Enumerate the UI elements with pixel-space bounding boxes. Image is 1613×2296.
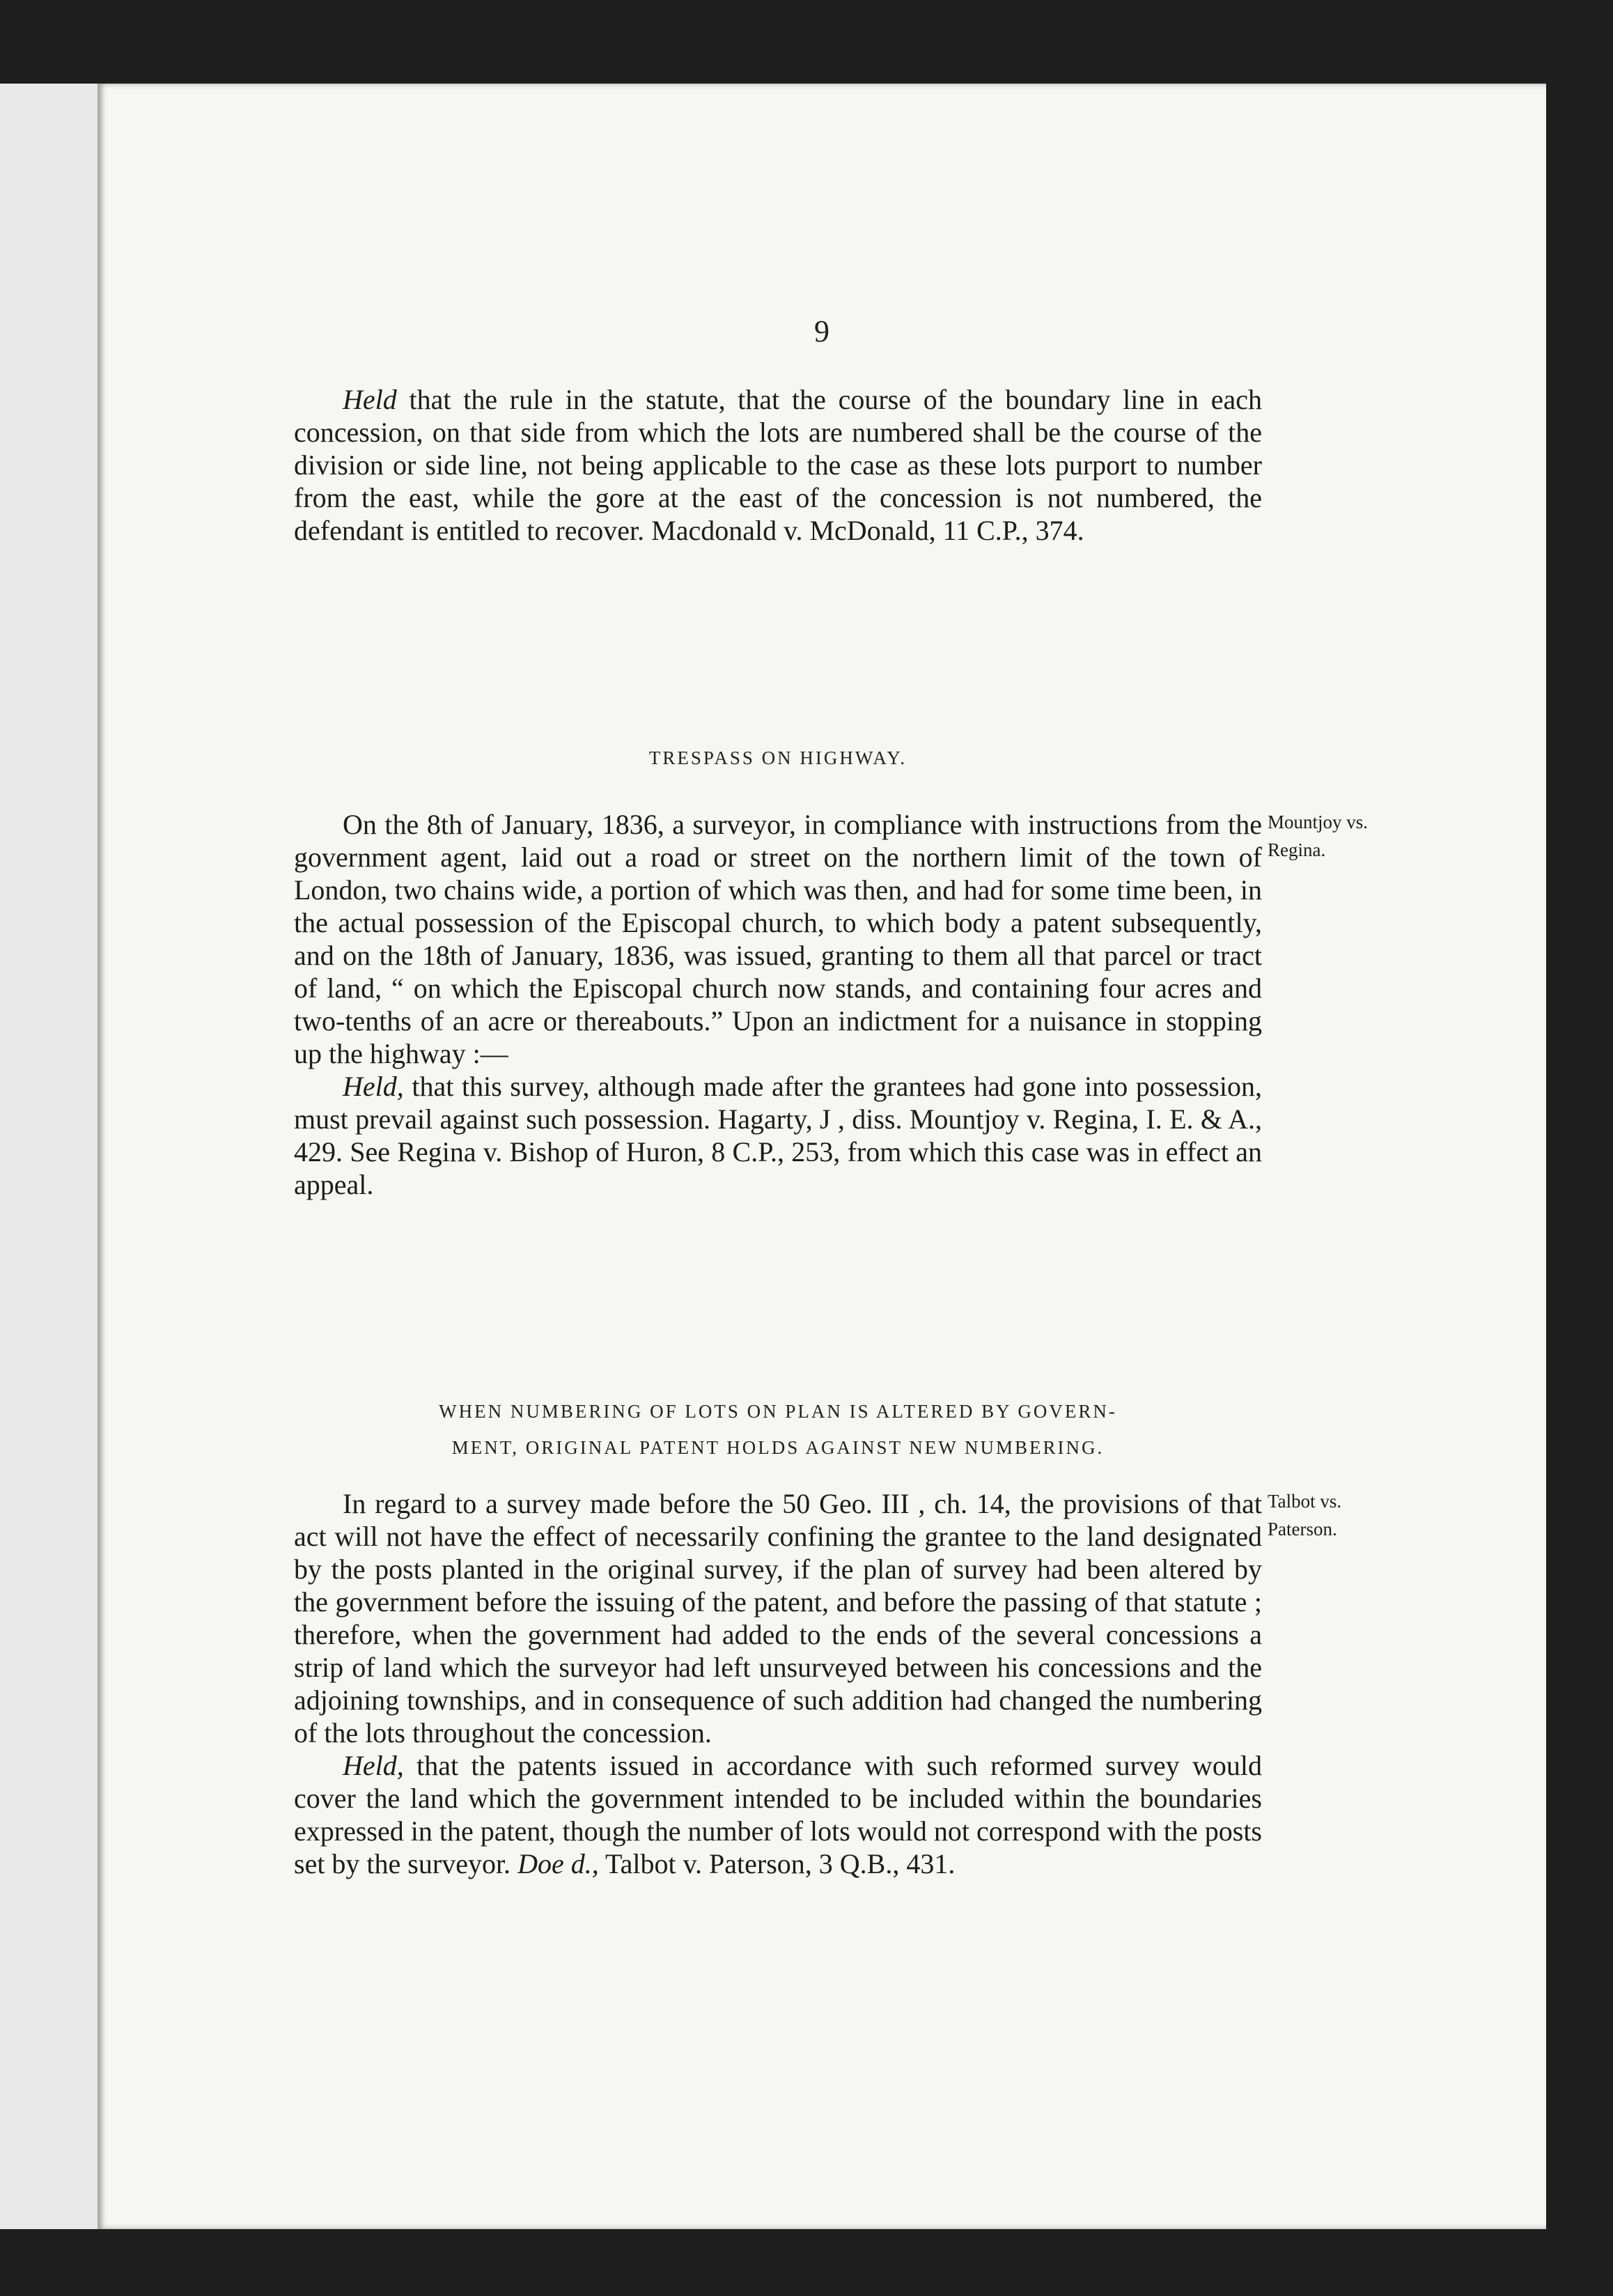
page-number: 9: [814, 314, 829, 348]
paragraph-mountjoy: [294, 808, 1262, 1201]
paragraph-text: On the 8th of January, 1836, a surveyor, in compliance with instructions from the government agent, laid out a road or street on the northern limit of the town of London, two chains wide, a portion of which was then, and had for some time been, in the actual possession of the Episcopal church, to which body a patent subsequently, and on the 18th of January, 1836, was issued, granting to them all that parcel or tract of land, “ on which the Episcopal church now stands, and containing four acres and two-tenths of an acre or thereabouts.” Upon an indictment for a nuisance in stopping up the highway :—: [294, 809, 1262, 1069]
paragraph-talbot: [294, 1487, 1262, 1880]
paragraph-text: that the patents issued in accordance with such reformed survey would cover the land which the government intended to be included within the boundaries expressed in the patent, though the number of lots would not correspond with the posts set by the surveyor.: [294, 1750, 1262, 1879]
margin-note-line: Talbot vs.: [1268, 1491, 1342, 1512]
section-heading-numbering: [294, 1393, 1262, 1466]
facing-page-edge: [0, 84, 98, 2229]
paragraph-text: that this survey, although made after the grantees had gone into possession, must prevail against such possession. Hagarty, J , diss. Mountjoy v. Regina, I. E. & A., 429. See Regina v. Bishop of Huron, 8 C.P., 253, from which this case was in effect an appeal.: [294, 1071, 1262, 1200]
heading-line: MENT, ORIGINAL PATENT HOLDS AGAINST NEW NUMBERING.: [451, 1437, 1105, 1458]
held-label: Held,: [343, 1071, 404, 1102]
margin-note-line: Mountjoy vs.: [1268, 812, 1369, 832]
citation-italic: Doe d.,: [517, 1848, 599, 1879]
heading-line: WHEN NUMBERING OF LOTS ON PLAN IS ALTERED BY GOVERN-: [439, 1401, 1117, 1422]
held-label: Held: [343, 384, 397, 415]
margin-note-talbot: [1268, 1487, 1407, 1543]
margin-note-line: Regina.: [1268, 839, 1326, 860]
margin-note-line: Paterson.: [1268, 1519, 1337, 1539]
held-label: Held,: [343, 1750, 404, 1781]
citation-text: Talbot v. Paterson, 3 Q.B., 431.: [598, 1848, 956, 1879]
document-page: [98, 84, 1546, 2229]
paragraph-text: In regard to a survey made before the 50 Geo. III , ch. 14, the provisions of that act will not have the effect of necessarily confining the grantee to the land designated by the posts planted in the original survey, if the plan of survey had been altered by the government before the issuing of the patent, and before the passing of that statute ; therefore, when the government had added to the ends of the several concessions a strip of land which the surveyor had left unsurveyed between his concessions and the adjoining townships, and in consequence of such addition had changed the numbering of the lots throughout the concession.: [294, 1488, 1262, 1748]
held-paragraph-macdonald: [294, 383, 1262, 547]
section-heading-trespass: TRESPASS ON HIGHWAY.: [648, 747, 907, 768]
paragraph-text: that the rule in the statute, that the course of the boundary line in each concession, on that side from which the lots are numbered shall be the course of the division or side line, not being applicable to the case as these lots purport to number from the east, while the gore at the east of the concession is not numbered, the defendant is entitled to recover. Macdonald v. McDonald, 11 C.P., 374.: [294, 384, 1262, 546]
margin-note-mountjoy: [1268, 808, 1407, 864]
